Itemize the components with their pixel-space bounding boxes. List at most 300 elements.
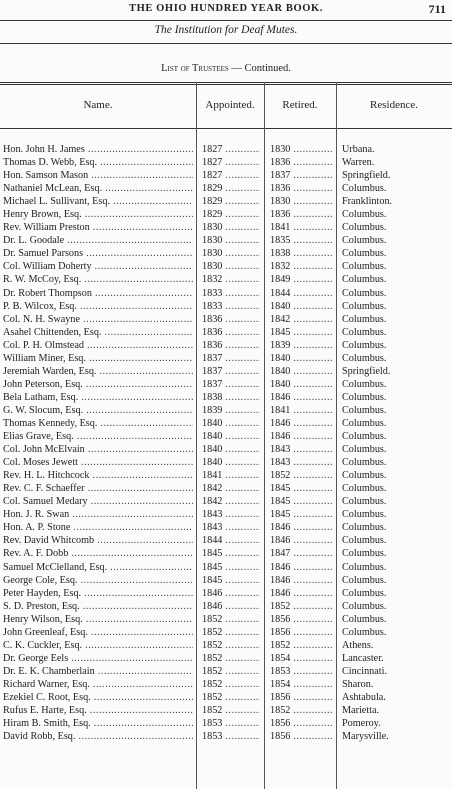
- residence: Columbus.: [342, 222, 387, 234]
- trustee-name-cell: [3, 143, 193, 156]
- appointed-year: 1845 .....: [202, 575, 260, 586]
- residence: Columbus.: [342, 235, 387, 247]
- table-row: [0, 495, 452, 508]
- section-subtitle: The Institution for Deaf Mutes.: [154, 24, 298, 36]
- appointed-year-cell: [202, 626, 260, 639]
- appointed-year: 1844 .....: [202, 535, 260, 546]
- table-row: [0, 365, 452, 378]
- appointed-year-cell: [202, 508, 260, 521]
- appointed-year-cell: [202, 365, 260, 378]
- appointed-year: 1836 .....: [202, 340, 260, 351]
- retired-year: 1853 .....: [270, 666, 332, 677]
- appointed-year-cell: [202, 613, 260, 626]
- appointed-year: 1836 .....: [202, 327, 260, 338]
- retired-year-cell: [270, 678, 332, 691]
- retired-year-cell: [270, 469, 332, 482]
- retired-year-cell: [270, 143, 332, 156]
- retired-year-cell: [270, 260, 332, 273]
- appointed-year-cell: [202, 561, 260, 574]
- table-row: [0, 247, 452, 260]
- retired-year: 1847 .....: [270, 548, 332, 559]
- residence-cell: [342, 704, 450, 717]
- residence: Columbus.: [342, 209, 387, 221]
- table-row: [0, 730, 452, 743]
- header-rule: [0, 20, 452, 21]
- retired-year: 1846 .....: [270, 431, 332, 442]
- appointed-year-cell: [202, 730, 260, 743]
- retired-year: 1840 .....: [270, 301, 332, 312]
- residence: Columbus.: [342, 287, 387, 299]
- table-row: [0, 443, 452, 456]
- trustee-name: S. D. Preston, Esq. .....: [3, 601, 193, 612]
- table-row: [0, 273, 452, 286]
- trustee-name-cell: [3, 482, 193, 495]
- appointed-year-cell: [202, 182, 260, 195]
- appointed-year: 1827 .....: [202, 144, 260, 155]
- appointed-year-cell: [202, 652, 260, 665]
- retired-year-cell: [270, 365, 332, 378]
- page-number: 711: [428, 2, 446, 16]
- appointed-year: 1829 .....: [202, 183, 260, 194]
- residence-cell: [342, 378, 450, 391]
- retired-year: 1835 .....: [270, 235, 332, 246]
- trustee-name: Rufus E. Harte, Esq. .....: [3, 705, 193, 716]
- retired-year: 1852 .....: [270, 601, 332, 612]
- trustee-name: Rev. H. L. Hitchcock .....: [3, 470, 193, 481]
- appointed-year: 1840 .....: [202, 444, 260, 455]
- residence: Columbus.: [342, 378, 387, 390]
- appointed-year: 1845 .....: [202, 548, 260, 559]
- retired-year-cell: [270, 326, 332, 339]
- table-row: [0, 221, 452, 234]
- trustee-name-cell: [3, 626, 193, 639]
- residence: Marysville.: [342, 731, 389, 743]
- retired-year: 1846 .....: [270, 418, 332, 429]
- table-row: [0, 378, 452, 391]
- retired-year-cell: [270, 417, 332, 430]
- residence: Columbus.: [342, 548, 387, 560]
- table-row: [0, 652, 452, 665]
- appointed-year: 1840 .....: [202, 457, 260, 468]
- subtitle-rule: [0, 43, 452, 44]
- appointed-year-cell: [202, 547, 260, 560]
- retired-year-cell: [270, 182, 332, 195]
- retired-year: 1842 .....: [270, 314, 332, 325]
- trustee-name-cell: [3, 704, 193, 717]
- appointed-year: 1846 .....: [202, 588, 260, 599]
- retired-year: 1846 .....: [270, 392, 332, 403]
- residence-cell: [342, 678, 450, 691]
- residence-cell: [342, 547, 450, 560]
- appointed-year-cell: [202, 234, 260, 247]
- residence-cell: [342, 652, 450, 665]
- retired-year-cell: [270, 626, 332, 639]
- residence-cell: [342, 300, 450, 313]
- running-head: [0, 2, 452, 18]
- residence-cell: [342, 339, 450, 352]
- trustee-name: Col. Samuel Medary .....: [3, 496, 193, 507]
- residence: Athens.: [342, 639, 374, 651]
- retired-year: 1844 .....: [270, 288, 332, 299]
- residence: Columbus.: [342, 444, 387, 456]
- appointed-year-cell: [202, 691, 260, 704]
- residence-cell: [342, 287, 450, 300]
- retired-year: 1845 .....: [270, 509, 332, 520]
- trustee-name-cell: [3, 417, 193, 430]
- column-header-name: Name.: [83, 99, 113, 111]
- appointed-year-cell: [202, 665, 260, 678]
- retired-year: 1830 .....: [270, 196, 332, 207]
- residence: Sharon.: [342, 678, 374, 690]
- trustee-name: Elias Grave, Esq. .....: [3, 431, 193, 442]
- trustee-name: Rev. A. F. Dobb .....: [3, 548, 193, 559]
- column-header-retired: Retired.: [282, 99, 318, 111]
- trustee-name: Nathaniel McLean, Esq. .....: [3, 183, 193, 194]
- retired-year-cell: [270, 534, 332, 547]
- appointed-year: 1836 .....: [202, 314, 260, 325]
- residence-cell: [342, 587, 450, 600]
- appointed-year: 1840 .....: [202, 418, 260, 429]
- table-row: [0, 574, 452, 587]
- residence-cell: [342, 456, 450, 469]
- residence-cell: [342, 691, 450, 704]
- retired-year: 1837 .....: [270, 170, 332, 181]
- trustee-name: William Miner, Esq. .....: [3, 353, 193, 364]
- retired-year: 1846 .....: [270, 575, 332, 586]
- trustee-name-cell: [3, 169, 193, 182]
- table-row: [0, 704, 452, 717]
- appointed-year: 1832 .....: [202, 274, 260, 285]
- appointed-year-cell: [202, 339, 260, 352]
- trustee-name-cell: [3, 508, 193, 521]
- trustee-name-cell: [3, 365, 193, 378]
- table-row: [0, 391, 452, 404]
- trustee-name-cell: [3, 600, 193, 613]
- table-row: [0, 482, 452, 495]
- retired-year: 1832 .....: [270, 261, 332, 272]
- trustee-name-cell: [3, 521, 193, 534]
- trustee-name: Hon. John H. James .....: [3, 144, 193, 155]
- residence-cell: [342, 143, 450, 156]
- retired-year: 1852 .....: [270, 640, 332, 651]
- retired-year-cell: [270, 247, 332, 260]
- retired-year-cell: [270, 208, 332, 221]
- residence: Pomeroy.: [342, 718, 381, 730]
- residence-cell: [342, 260, 450, 273]
- appointed-year-cell: [202, 143, 260, 156]
- retired-year-cell: [270, 495, 332, 508]
- retired-year-cell: [270, 600, 332, 613]
- trustee-name-cell: [3, 469, 193, 482]
- trustee-name: Rev. C. F. Schaeffer .....: [3, 483, 193, 494]
- appointed-year: 1838 .....: [202, 392, 260, 403]
- trustee-name-cell: [3, 717, 193, 730]
- table-row: [0, 613, 452, 626]
- table-row: [0, 717, 452, 730]
- trustee-name: R. W. McCoy, Esq. .....: [3, 274, 193, 285]
- retired-year-cell: [270, 273, 332, 286]
- trustee-name: David Robb, Esq. .....: [3, 731, 193, 742]
- trustee-name: C. K. Cuckler, Esq. .....: [3, 640, 193, 651]
- residence-cell: [342, 495, 450, 508]
- appointed-year-cell: [202, 417, 260, 430]
- retired-year: 1838 .....: [270, 248, 332, 259]
- trustee-name-cell: [3, 300, 193, 313]
- residence-cell: [342, 195, 450, 208]
- retired-year-cell: [270, 704, 332, 717]
- trustee-name-cell: [3, 574, 193, 587]
- trustee-name-cell: [3, 287, 193, 300]
- trustee-name-cell: [3, 652, 193, 665]
- appointed-year-cell: [202, 456, 260, 469]
- appointed-year: 1852 .....: [202, 627, 260, 638]
- trustee-name-cell: [3, 561, 193, 574]
- trustee-name: Col. N. H. Swayne .....: [3, 314, 193, 325]
- retired-year: 1845 .....: [270, 483, 332, 494]
- table-row: [0, 547, 452, 560]
- appointed-year-cell: [202, 378, 260, 391]
- retired-year-cell: [270, 730, 332, 743]
- residence-cell: [342, 639, 450, 652]
- running-title: THE OHIO HUNDRED YEAR BOOK.: [128, 3, 324, 14]
- retired-year: 1846 .....: [270, 535, 332, 546]
- residence-cell: [342, 313, 450, 326]
- list-heading: [0, 63, 452, 74]
- appointed-year: 1852 .....: [202, 653, 260, 664]
- trustee-name: Thomas D. Webb, Esq. .....: [3, 157, 193, 168]
- trustee-name: Jeremiah Warden, Esq. .....: [3, 366, 193, 377]
- trustees-table: [0, 82, 452, 789]
- table-row: [0, 195, 452, 208]
- retired-year-cell: [270, 300, 332, 313]
- column-header-residence: Residence.: [370, 99, 418, 111]
- appointed-year: 1843 .....: [202, 509, 260, 520]
- trustee-name-cell: [3, 430, 193, 443]
- trustee-name-cell: [3, 456, 193, 469]
- appointed-year-cell: [202, 208, 260, 221]
- appointed-year-cell: [202, 352, 260, 365]
- retired-year-cell: [270, 482, 332, 495]
- retired-year: 1843 .....: [270, 444, 332, 455]
- residence-cell: [342, 443, 450, 456]
- table-row: [0, 456, 452, 469]
- retired-year: 1856 .....: [270, 731, 332, 742]
- trustee-name: Henry Brown, Esq. .....: [3, 209, 193, 220]
- retired-year-cell: [270, 691, 332, 704]
- appointed-year: 1833 .....: [202, 301, 260, 312]
- trustee-name-cell: [3, 313, 193, 326]
- trustee-name: Hiram B. Smith, Esq. .....: [3, 718, 193, 729]
- trustee-name: Henry Wilson, Esq. .....: [3, 614, 193, 625]
- retired-year: 1830 .....: [270, 144, 332, 155]
- trustee-name-cell: [3, 547, 193, 560]
- trustee-name: Col. Moses Jewett .....: [3, 457, 193, 468]
- retired-year-cell: [270, 169, 332, 182]
- appointed-year: 1853 .....: [202, 731, 260, 742]
- table-row: [0, 417, 452, 430]
- appointed-year-cell: [202, 260, 260, 273]
- trustee-name: Hon. J. R. Swan .....: [3, 509, 193, 520]
- retired-year: 1852 .....: [270, 705, 332, 716]
- retired-year: 1856 .....: [270, 627, 332, 638]
- residence-cell: [342, 247, 450, 260]
- table-row: [0, 691, 452, 704]
- appointed-year-cell: [202, 443, 260, 456]
- appointed-year: 1837 .....: [202, 353, 260, 364]
- trustee-name-cell: [3, 665, 193, 678]
- appointed-year: 1830 .....: [202, 248, 260, 259]
- table-row: [0, 521, 452, 534]
- residence: Columbus.: [342, 626, 387, 638]
- table-row: [0, 626, 452, 639]
- retired-year-cell: [270, 391, 332, 404]
- appointed-year-cell: [202, 247, 260, 260]
- retired-year: 1841 .....: [270, 405, 332, 416]
- residence-cell: [342, 221, 450, 234]
- retired-year-cell: [270, 574, 332, 587]
- appointed-year-cell: [202, 639, 260, 652]
- appointed-year: 1830 .....: [202, 222, 260, 233]
- column-headers: [0, 82, 452, 128]
- residence-cell: [342, 391, 450, 404]
- appointed-year: 1842 .....: [202, 483, 260, 494]
- trustee-name-cell: [3, 352, 193, 365]
- retired-year-cell: [270, 652, 332, 665]
- residence: Columbus.: [342, 457, 387, 469]
- trustee-name: P. B. Wilcox, Esq. .....: [3, 301, 193, 312]
- residence: Columbus.: [342, 561, 387, 573]
- trustee-name: G. W. Slocum, Esq. .....: [3, 405, 193, 416]
- residence: Columbus.: [342, 483, 387, 495]
- residence-cell: [342, 182, 450, 195]
- appointed-year: 1842 .....: [202, 496, 260, 507]
- retired-year: 1845 .....: [270, 327, 332, 338]
- residence: Columbus.: [342, 339, 387, 351]
- appointed-year: 1827 .....: [202, 170, 260, 181]
- table-row: [0, 534, 452, 547]
- trustee-name-cell: [3, 273, 193, 286]
- residence-cell: [342, 273, 450, 286]
- appointed-year: 1852 .....: [202, 640, 260, 651]
- appointed-year: 1827 .....: [202, 157, 260, 168]
- residence: Columbus.: [342, 522, 387, 534]
- retired-year: 1846 .....: [270, 522, 332, 533]
- trustee-name: Rev. David Whitcomb .....: [3, 535, 193, 546]
- appointed-year-cell: [202, 482, 260, 495]
- appointed-year-cell: [202, 469, 260, 482]
- retired-year: 1843 .....: [270, 457, 332, 468]
- retired-year-cell: [270, 508, 332, 521]
- trustee-name: Rev. William Preston .....: [3, 222, 193, 233]
- trustee-name: Col. William Doherty .....: [3, 261, 193, 272]
- trustee-name-cell: [3, 208, 193, 221]
- appointed-year-cell: [202, 704, 260, 717]
- retired-year: 1852 .....: [270, 470, 332, 481]
- appointed-year: 1840 .....: [202, 431, 260, 442]
- trustee-name: Dr. Robert Thompson .....: [3, 288, 193, 299]
- residence: Columbus.: [342, 417, 387, 429]
- appointed-year-cell: [202, 287, 260, 300]
- residence: Columbus.: [342, 574, 387, 586]
- retired-year: 1856 .....: [270, 718, 332, 729]
- trustee-name-cell: [3, 730, 193, 743]
- table-row: [0, 313, 452, 326]
- appointed-year: 1829 .....: [202, 209, 260, 220]
- residence-cell: [342, 521, 450, 534]
- table-row: [0, 287, 452, 300]
- retired-year-cell: [270, 561, 332, 574]
- table-row: [0, 508, 452, 521]
- residence-cell: [342, 717, 450, 730]
- trustee-name-cell: [3, 195, 193, 208]
- trustee-name-cell: [3, 247, 193, 260]
- trustee-name: Asahel Chittenden, Esq. .....: [3, 327, 193, 338]
- appointed-year: 1837 .....: [202, 366, 260, 377]
- trustee-name: Michael L. Sullivant, Esq. .....: [3, 196, 193, 207]
- retired-year-cell: [270, 717, 332, 730]
- table-row: [0, 208, 452, 221]
- trustee-name: Dr. George Eels .....: [3, 653, 193, 664]
- table-row: [0, 234, 452, 247]
- trustee-name-cell: [3, 443, 193, 456]
- appointed-year: 1852 .....: [202, 614, 260, 625]
- retired-year-cell: [270, 613, 332, 626]
- appointed-year: 1845 .....: [202, 562, 260, 573]
- retired-year: 1856 .....: [270, 692, 332, 703]
- appointed-year-cell: [202, 587, 260, 600]
- retired-year-cell: [270, 639, 332, 652]
- retired-year-cell: [270, 587, 332, 600]
- table-row: [0, 300, 452, 313]
- residence-cell: [342, 352, 450, 365]
- residence: Marietta.: [342, 705, 380, 717]
- table-row: [0, 469, 452, 482]
- trustee-name: Bela Latham, Esq. .....: [3, 392, 193, 403]
- appointed-year-cell: [202, 430, 260, 443]
- trustee-name-cell: [3, 221, 193, 234]
- appointed-year: 1852 .....: [202, 705, 260, 716]
- residence: Columbus.: [342, 470, 387, 482]
- residence-cell: [342, 430, 450, 443]
- residence-cell: [342, 326, 450, 339]
- appointed-year: 1841 .....: [202, 470, 260, 481]
- appointed-year-cell: [202, 391, 260, 404]
- column-header-appointed: Appointed.: [205, 99, 255, 111]
- appointed-year: 1837 .....: [202, 379, 260, 390]
- residence: Columbus.: [342, 261, 387, 273]
- appointed-year-cell: [202, 300, 260, 313]
- table-row: [0, 587, 452, 600]
- trustee-name-cell: [3, 339, 193, 352]
- table-row: [0, 352, 452, 365]
- appointed-year-cell: [202, 326, 260, 339]
- residence: Columbus.: [342, 404, 387, 416]
- appointed-year-cell: [202, 534, 260, 547]
- retired-year-cell: [270, 195, 332, 208]
- residence-cell: [342, 404, 450, 417]
- table-body: [0, 143, 452, 743]
- residence: Columbus.: [342, 274, 387, 286]
- residence: Columbus.: [342, 248, 387, 260]
- residence: Springfield.: [342, 365, 391, 377]
- retired-year: 1854 .....: [270, 653, 332, 664]
- appointed-year: 1830 .....: [202, 261, 260, 272]
- retired-year: 1840 .....: [270, 366, 332, 377]
- appointed-year-cell: [202, 313, 260, 326]
- retired-year: 1840 .....: [270, 379, 332, 390]
- residence-cell: [342, 469, 450, 482]
- residence-cell: [342, 730, 450, 743]
